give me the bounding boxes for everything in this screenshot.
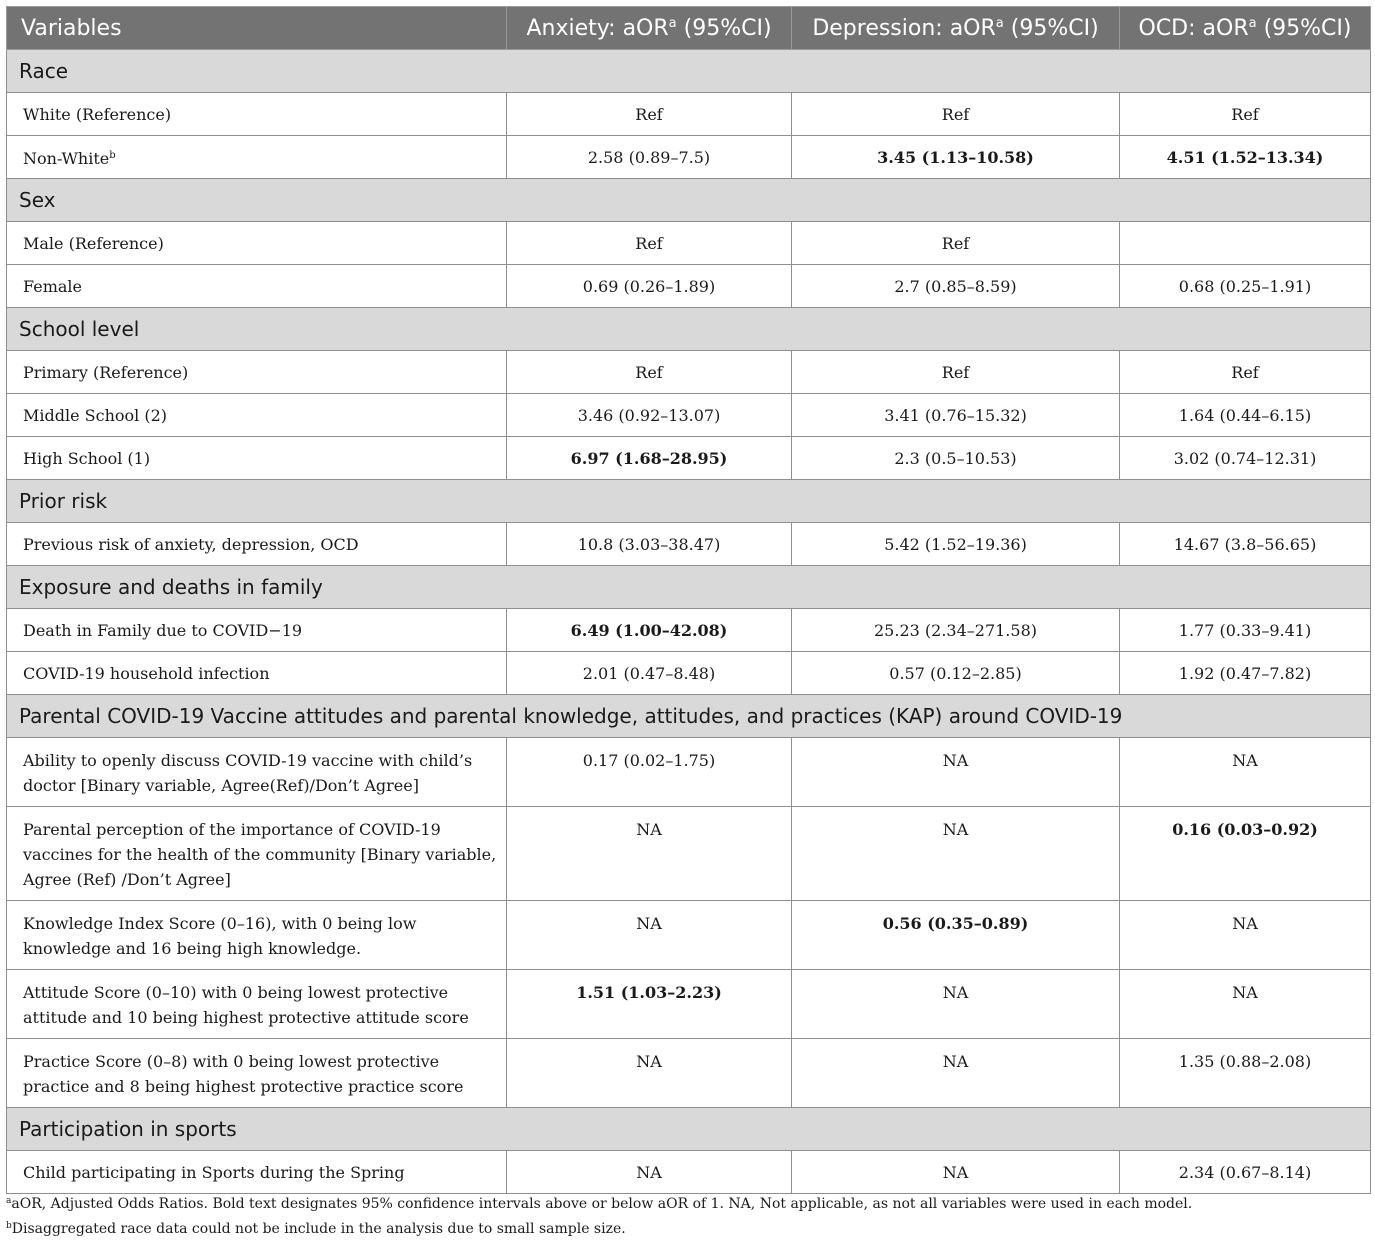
header-ocd-label: OCD: aOR: [1138, 15, 1249, 41]
header-anxiety-sup: a: [668, 15, 677, 31]
cell-depression: NA: [792, 807, 1120, 901]
row-label-text: Non-White: [23, 149, 110, 168]
cell-anxiety: 1.51 (1.03–2.23): [507, 970, 792, 1039]
section-title: Race: [7, 50, 1371, 93]
row-label: COVID-19 household infection: [7, 652, 507, 695]
cell-anxiety: Ref: [507, 222, 792, 265]
section-title: Sex: [7, 179, 1371, 222]
footnote-a-marker: a: [6, 1196, 12, 1206]
header-variables: Variables: [7, 7, 507, 50]
cell-anxiety: NA: [507, 807, 792, 901]
section-title: Parental COVID-19 Vaccine attitudes and parental knowledge, attitudes, and practices (KAP) around COVID-19: [7, 695, 1371, 738]
row-label: Attitude Score (0–10) with 0 being lowest protective attitude and 10 being highest protective attitude score: [7, 970, 507, 1039]
section-title: School level: [7, 308, 1371, 351]
table-row-attitude-score: [7, 970, 1371, 1039]
cell-ocd: [1120, 222, 1371, 265]
header-anxiety-ci: (95%CI): [676, 15, 772, 41]
cell-anxiety: 0.17 (0.02–1.75): [507, 738, 792, 807]
cell-ocd: Ref: [1120, 93, 1371, 136]
table-row-high-school: [7, 437, 1371, 480]
cell-depression: NA: [792, 1151, 1120, 1194]
cell-ocd: 14.67 (3.8–56.65): [1120, 523, 1371, 566]
cell-depression: Ref: [792, 351, 1120, 394]
row-label: Middle School (2): [7, 394, 507, 437]
cell-depression: 2.7 (0.85–8.59): [792, 265, 1120, 308]
cell-ocd: 1.92 (0.47–7.82): [1120, 652, 1371, 695]
cell-ocd: Ref: [1120, 351, 1371, 394]
footnote-a-text: aOR, Adjusted Odds Ratios. Bold text designates 95% confidence intervals above or below aOR of 1. NA, Not applicable, as not all variables were used in each model.: [11, 1196, 1193, 1212]
row-label: White (Reference): [7, 93, 507, 136]
cell-anxiety: 6.49 (1.00–42.08): [507, 609, 792, 652]
table-row-white: [7, 93, 1371, 136]
cell-anxiety: 3.46 (0.92–13.07): [507, 394, 792, 437]
header-depression-label: Depression: aOR: [812, 15, 996, 41]
cell-ocd: NA: [1120, 738, 1371, 807]
row-label: Previous risk of anxiety, depression, OCD: [7, 523, 507, 566]
cell-anxiety: NA: [507, 1151, 792, 1194]
cell-anxiety: NA: [507, 1039, 792, 1108]
cell-ocd: 1.64 (0.44–6.15): [1120, 394, 1371, 437]
header-depression-ci: (95%CI): [1003, 15, 1099, 41]
table-row-male: [7, 222, 1371, 265]
row-label-sup: b: [109, 150, 116, 161]
cell-depression: 0.57 (0.12–2.85): [792, 652, 1120, 695]
table-row-middle-school: [7, 394, 1371, 437]
table-row-sports: [7, 1151, 1371, 1194]
cell-ocd: 2.34 (0.67–8.14): [1120, 1151, 1371, 1194]
cell-anxiety: 6.97 (1.68–28.95): [507, 437, 792, 480]
header-anxiety: [507, 7, 792, 50]
header-ocd-sup: a: [1248, 15, 1257, 31]
row-label: High School (1): [7, 437, 507, 480]
section-title: Exposure and deaths in family: [7, 566, 1371, 609]
section-title: Participation in sports: [7, 1108, 1371, 1151]
table-row-knowledge-score: [7, 901, 1371, 970]
cell-depression: 3.41 (0.76–15.32): [792, 394, 1120, 437]
cell-anxiety: Ref: [507, 93, 792, 136]
cell-ocd: NA: [1120, 901, 1371, 970]
section-exposure: [7, 566, 1371, 609]
section-kap: [7, 695, 1371, 738]
cell-anxiety: 2.58 (0.89–7.5): [507, 136, 792, 179]
table-row-female: [7, 265, 1371, 308]
cell-depression: NA: [792, 1039, 1120, 1108]
header-row: [7, 7, 1371, 50]
row-label: Child participating in Sports during the Spring: [7, 1151, 507, 1194]
cell-depression: NA: [792, 970, 1120, 1039]
table-row-parental-perception: [7, 807, 1371, 901]
header-depression: [792, 7, 1120, 50]
cell-depression: 3.45 (1.13–10.58): [792, 136, 1120, 179]
header-ocd-ci: (95%CI): [1256, 15, 1352, 41]
table-row-previous-risk: [7, 523, 1371, 566]
table-row-nonwhite: [7, 136, 1371, 179]
section-sports: [7, 1108, 1371, 1151]
footnote-a: [6, 1196, 1370, 1212]
cell-ocd: 1.77 (0.33–9.41): [1120, 609, 1371, 652]
row-label: [7, 136, 507, 179]
header-anxiety-label: Anxiety: aOR: [526, 15, 669, 41]
footnote-b: [6, 1221, 1370, 1237]
cell-ocd: 0.16 (0.03–0.92): [1120, 807, 1371, 901]
section-school-level: [7, 308, 1371, 351]
cell-anxiety: NA: [507, 901, 792, 970]
cell-anxiety: Ref: [507, 351, 792, 394]
header-ocd: [1120, 7, 1371, 50]
cell-depression: 2.3 (0.5–10.53): [792, 437, 1120, 480]
section-title: Prior risk: [7, 480, 1371, 523]
cell-depression: Ref: [792, 222, 1120, 265]
cell-anxiety: 10.8 (3.03–38.47): [507, 523, 792, 566]
section-sex: [7, 179, 1371, 222]
cell-depression: 0.56 (0.35–0.89): [792, 901, 1120, 970]
footnote-b-text: Disaggregated race data could not be include in the analysis due to small sample size.: [11, 1221, 626, 1237]
table-row-discuss-vaccine: [7, 738, 1371, 807]
cell-ocd: NA: [1120, 970, 1371, 1039]
row-label: Primary (Reference): [7, 351, 507, 394]
table-row-household-infection: [7, 652, 1371, 695]
cell-ocd: 4.51 (1.52–13.34): [1120, 136, 1371, 179]
cell-ocd: 1.35 (0.88–2.08): [1120, 1039, 1371, 1108]
results-table: [6, 6, 1371, 1194]
cell-depression: 25.23 (2.34–271.58): [792, 609, 1120, 652]
cell-anxiety: 2.01 (0.47–8.48): [507, 652, 792, 695]
header-depression-sup: a: [995, 15, 1004, 31]
table-row-practice-score: [7, 1039, 1371, 1108]
cell-ocd: 0.68 (0.25–1.91): [1120, 265, 1371, 308]
row-label: Ability to openly discuss COVID-19 vaccine with child’s doctor [Binary variable, Agree(Ref)/Don’t Agree]: [7, 738, 507, 807]
footnote-b-marker: b: [6, 1221, 12, 1231]
cell-depression: Ref: [792, 93, 1120, 136]
row-label: Practice Score (0–8) with 0 being lowest protective practice and 8 being highest protective practice score: [7, 1039, 507, 1108]
section-race: [7, 50, 1371, 93]
table-row-death-in-family: [7, 609, 1371, 652]
row-label: Knowledge Index Score (0–16), with 0 being low knowledge and 16 being high knowledge.: [7, 901, 507, 970]
row-label: Male (Reference): [7, 222, 507, 265]
row-label: Female: [7, 265, 507, 308]
cell-depression: 5.42 (1.52–19.36): [792, 523, 1120, 566]
cell-anxiety: 0.69 (0.26–1.89): [507, 265, 792, 308]
row-label: Death in Family due to COVID−19: [7, 609, 507, 652]
section-prior-risk: [7, 480, 1371, 523]
table-row-primary: [7, 351, 1371, 394]
cell-ocd: 3.02 (0.74–12.31): [1120, 437, 1371, 480]
cell-depression: NA: [792, 738, 1120, 807]
row-label: Parental perception of the importance of COVID-19 vaccines for the health of the community [Binary variable, Agree (Ref) /Don’t Agree]: [7, 807, 507, 901]
